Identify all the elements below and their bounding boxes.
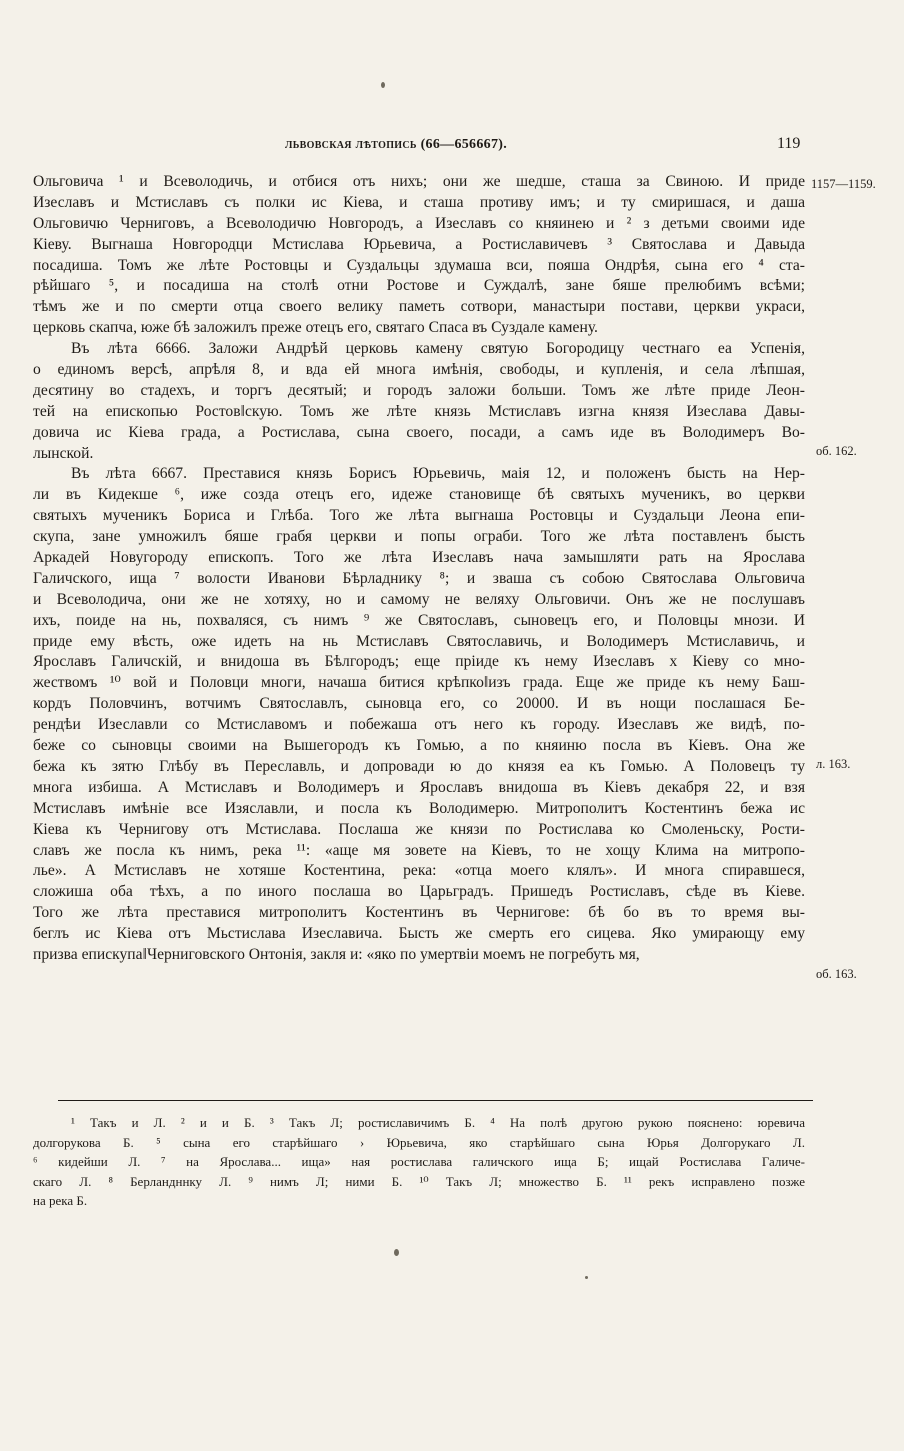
text-line: славъ же посла къ нимъ, река ¹¹: «аще мя зовете на Кіевъ, то не хощу Клима на митропо- (33, 841, 805, 859)
text-line: Галичского, ища ⁷ волости Иванови Бѣрладнику ⁸; и зваша съ собою Святослава Ольговича (33, 569, 805, 587)
main-text (33, 172, 805, 966)
footnote-line: ¹ Такъ и Л. ² и и Б. ³ Такъ Л; ростиславичимъ Б. ⁴ На полѣ другою рукою пояснено: юревича (71, 1115, 805, 1130)
text-line: Того же лѣта преставися митрополитъ Костентинъ въ Чернигове: бѣ бо въ то время вы- (33, 904, 805, 922)
text-line: жествомъ ¹⁰ вой и Половци многи, начаша битися крѣпко‖изъ града. Еще же приде къ нему Баш- (33, 674, 805, 692)
text-line: посадиша. Томъ же лѣте Ростовцы и Суздальцы здумаша вси, пояша Ондрѣя, сына его ⁴ ста- (33, 256, 805, 274)
text-line: десятину во стадехъ, и торгъ десятый; и городъ заложи больши. Томъ же лѣте приде Леон- (33, 381, 805, 399)
text-line: тѣмъ же и по смерти отца своего велику паметь сотвори, манастыри постави, церкви украси, (33, 298, 805, 316)
footnote-divider (58, 1100, 813, 1101)
text-line: Изеславъ и Мстиславъ съ полки ис Кіева, и сташа противу имъ; и ту смиришася, и даша (33, 193, 805, 211)
text-line: приде ему вѣсть, оже идеть на нь Мстиславъ Святославичь, и Володимеръ Мстиславичь, и (33, 632, 805, 650)
paper-speck (381, 82, 385, 88)
text-line: тей на епископью Ростов‖скую. Томъ же лѣте князь Мстиславъ изгна князя Изеслава Давы- (33, 402, 805, 420)
text-line: довича ис Кіева града, а Ростислава, сына своего, посади, а самъ иде въ Володимеръ Во- (33, 423, 805, 441)
page-header (0, 137, 904, 163)
page-number: 119 (777, 135, 801, 152)
text-line: кордъ Половчинъ, вотчимъ Святославлъ, сыновца его, со 20000. И въ нощи послашася Бе- (33, 695, 805, 713)
text-line: лье». А Мстиславъ не хотяше Костентина, река: «отца моего клялъ». И многа спиравшеся, (33, 862, 805, 880)
text-line: Аркадей Новугороду епископъ. Того же лѣта Изеславъ нача замышляти рать на Ярослава (33, 549, 805, 567)
footnote-line: долгорукова Б. ⁵ сына его старѣйшаго › Юрьевича, яко старѣйшаго сына Юрья Долгорукаго Л. (33, 1134, 805, 1150)
footnotes (33, 1113, 805, 1211)
text-line: о единомъ версѣ, апрѣля 8, и вда ей многа имѣнія, свободы, и купленія, и села лѣпшая, (33, 361, 805, 379)
margin-note-years: 1157—1159. (811, 177, 876, 191)
paper-speck (394, 1249, 399, 1256)
text-line: беже со сыновцы своими на Вышегородъ къ Гомью, а по княиню посла въ Кіевъ. Она же (33, 737, 805, 755)
text-line: многа избиша. А Мстиславъ и Володимеръ и Ярославъ внидоша въ Кіевъ декабря 22, и взя (33, 778, 805, 796)
footnote-line: на река Б. (33, 1193, 88, 1208)
footnote-line: ⁶ кидейши Л. ⁷ на Ярослава... ища» ная ростислава галичского ища Б; ищай Ростислава Галиче- (33, 1154, 805, 1169)
text-line: рѣйшаго ⁵, и посадиша на столѣ отни Ростове и Суждалѣ, зане бяше прелюбимъ всѣми; (33, 277, 805, 295)
text-line: ихъ, поиде на нь, похваляся, съ нимъ ⁹ же Святославъ, сыновецъ его, и Половцы мнози. И (33, 611, 805, 629)
text-line: ли въ Кидекше ⁶, иже созда отецъ его, идеже становище бѣ святыхъ мученикъ, во церкви (33, 486, 805, 504)
text-line: лынской. (33, 444, 94, 462)
text-line: церковь скапча, юже бѣ заложилъ преже отецъ его, святаго Спаса въ Суздале камену. (33, 319, 598, 337)
text-line: Въ лѣта 6667. Преставися князь Борисъ Юрьевичь, маія 12, и положенъ бысть на Нер- (71, 465, 805, 483)
text-line: святыхъ мученикъ Бориса и Глѣба. Того же лѣта выгнаша Ростовцы и Суздальци Леона епи- (33, 507, 805, 525)
text-line: Ольговича ¹ и Всеволодичь, и отбися отъ нихъ; они же шедше, сташа за Свиною. И приде (33, 173, 805, 190)
text-line: Кіеву. Выгнаша Новгородци Мстислава Юрьевича, а Ростиславичевъ ³ Святослава и Давыда (33, 235, 805, 253)
margin-note-folio: л. 163. (816, 757, 851, 771)
text-line: скупа, зане умножилъ бяше грабя церкви и попы ограби. Того же лѣта поставленъ бысть (33, 528, 805, 546)
margin-note-folio: об. 163. (816, 967, 857, 981)
text-line: Мстиславъ имѣніе все Изяславли, и посла къ Володимерю. Митрополитъ Костентинъ бежа ис (33, 799, 805, 817)
text-line: Въ лѣта 6666. Заложи Андрѣй церковь камену святую Богородицу честнаго еа Успенія, (71, 340, 805, 358)
text-line: беглъ ис Кіева отъ Мьстислава Изеславича. Бысть же смерть его сицева. Яко умирающу ему (33, 925, 805, 943)
text-line: бежа къ зятю Глѣбу въ Переславль, и допровади ю до князя еа къ Гомью. А Половецъ ту (33, 757, 805, 775)
text-line: рендѣи Изеславли со Мстиславомъ и побежаша отъ него къ городу. Изеславъ же видѣ, по- (33, 716, 805, 734)
margin-note-folio: об. 162. (816, 444, 857, 458)
text-line: и Всеволодича, они же не хотяху, но и самому не веляху Ольговичи. Онъ же не послушавъ (33, 590, 805, 608)
text-line: призва епискупа‖Черниговского Онтонія, закля и: «яко по умертвіи моемъ не погребуть мя, (33, 945, 640, 963)
running-title: львовская лѣтопись (66—656667). (285, 137, 508, 152)
text-line: Кіева къ Чернигову отъ Мстислава. Послаша же князи по Ростислава ко Смоленьску, Рости- (33, 820, 805, 838)
text-line: Ярославъ Галичскій, и внидоша въ Бѣлгородъ; еще пріиде къ нему Изеславъ х Кіеву со мно- (33, 653, 805, 671)
text-line: сложиша оба тѣхъ, а по иного послаша во Царьградъ. Пришедъ Ростиславъ, сѣде въ Кіеве. (33, 883, 805, 901)
footnote-line: скаго Л. ⁸ Берландннку Л. ⁹ нимъ Л; ними Б. ¹⁰ Такъ Л; множество Б. ¹¹ рекъ исправлено позже (33, 1173, 805, 1189)
text-line: Ольговичю Черниговъ, а Всеволодичю Новгородъ, а Изеславъ со княинею и ² з детьми своими иде (33, 214, 805, 232)
paper-speck (585, 1276, 588, 1279)
